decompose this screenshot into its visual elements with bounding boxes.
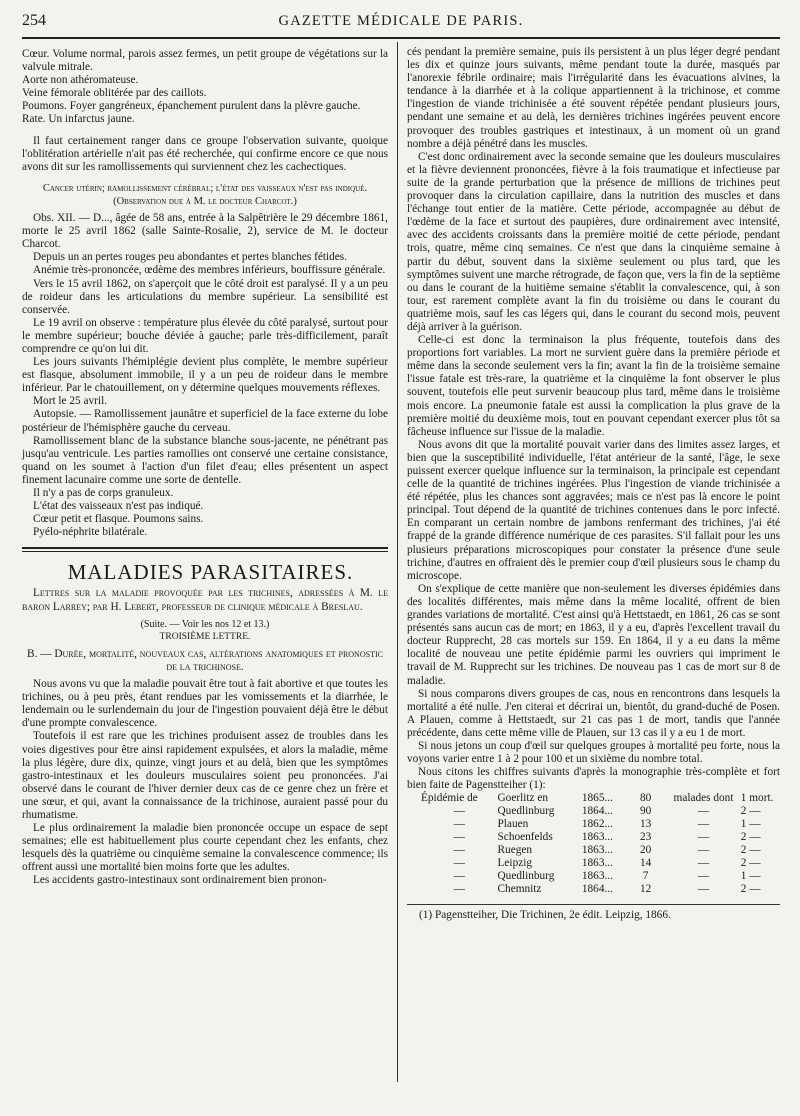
right-column	[407, 46, 780, 922]
table-row: Épidémie de Goerlitz en 1865... 80 malades dont 1 mort.	[421, 792, 774, 805]
paragraph: cés pendant la première semaine, puis ils persistent à un plus léger degré pendant les dix et quinze jours suivants, même pendant toute la durée, masqués par l'anorexie fébrile ordinaire; mais l'irrégularité dans les évacuations alvines, la tendance à la diarrhée et à la colique appartiennent à la trichinose, et comme l'ingestion de viande trichinisée a été souvent répétée pendant plusieurs jours, pendant une semaine et au delà, les dernières trichines ingérées peuvent encore provoquer des troubles gastriques et intestinaux, à un moment où un grand nombre a déjà pénétré dans les muscles.	[407, 46, 780, 150]
paragraph: Pyélo-néphrite bilatérale.	[33, 526, 148, 539]
paragraph: Les jours suivants l'hémiplégie devient plus complète, le membre supérieur est flasque, absolument immobile, il y a un peu de roideur dans le membre inférieur. Par le chatouillement, on y détermine quelques mouvements réflexes.	[22, 356, 388, 395]
section-rule	[22, 547, 388, 549]
paragraph: Mort le 25 avril.	[33, 395, 108, 408]
paragraph: Nous citons les chiffres suivants d'après la monographie très-complète et fort bien faite de Pagenstteiher (1):	[407, 766, 780, 792]
paragraph: Le 19 avril on observe : température plus élevée du côté paralysé, surtout pour le membre supérieur; bouche déviée à gauche; parle très-difficilement, paraît comprendre ce qu'on lui dit.	[22, 316, 388, 355]
paragraph: Si nous jetons un coup d'œil sur quelques groupes à mortalité peu forte, nous la voyons varier entre 1 à 2 pour 100 et un sixième du nombre total.	[407, 739, 780, 766]
paragraph: Celle-ci est donc la terminaison la plus fréquente, toutefois dans des proportions fort variables. La mort ne survient guère dans la première période et même dans la seconde seulement vers la fin; avant la fin de la troisième semaine l'issue fatale est très-rare, la quatrième et la cinquième la font observer le plus souvent, toutefois elle peut survenir beaucoup plus tard, même dans le troisième mois encore. La pneumonie fatale est aussi la complication la plus grave de la première moitié du deuxième mois, tout en pouvant cependant exercer plus tôt sa fâcheuse influence sur l'issue de la maladie.	[407, 334, 780, 438]
case-title: Cancer utérin; ramollissement cérébral; l'état des vaisseaux n'est pas indiqué. (Observation due à M. le docteur Charcot.)	[42, 182, 368, 207]
table-row: — Quedlinburg 1863... 7 — 1 —	[453, 870, 761, 883]
section-title: MALADIES PARASITAIRES.	[67, 560, 354, 585]
paragraph: Les accidents gastro-intestinaux sont ordinairement bien pronon-	[33, 874, 327, 887]
letter-number: TROISIÈME LETTRE.	[159, 631, 251, 642]
subheading: B. — Durée, mortalité, nouveaux cas, altérations anatomiques et pronostic de la trichinose.	[27, 647, 383, 673]
table-row: — Schoenfelds 1863... 23 — 2 —	[453, 831, 761, 844]
column-divider	[397, 42, 398, 1082]
table-row: — Ruegen 1863... 20 — 2 —	[453, 844, 761, 857]
paragraph: Il n'y a pas de corps granuleux.	[33, 487, 174, 499]
paragraph: C'est donc ordinairement avec la seconde semaine que les douleurs musculaires et la fièvre deviennent prononcées, fièvre à la fois traumatique et infectieuse par suite de la grande perturbation que la présence de millions de trichines peut provoquer dans la circulation capillaire, dans la nutrition des muscles et dans l'échange tout entier de la matière. Cette période, accompagnée au début de l'œdème de la face et surtout des paupières, dure ordinairement avec intensité, avec des accidents croissants dans la première moitié de cette période, pendant trois, quatre, même cinq semaines. Ce n'est que dans la cinquième semaine à partir du début, souvent dans la sixième seulement ou plus tard, que les symptômes suivent une marche rétrograde, de façon que, vers la fin de la septième ou dans le courant de la huitième semaine s'établit la convalescence, qui, à son tour, est rarement complète avant la fin du troisième ou dans le courant du quatrième mois, sauf les cas légers qui, dans le courant du second mois, peuvent déjà arriver à la guérison.	[407, 150, 780, 333]
page-number: 254	[22, 12, 46, 29]
letters-title: Lettres sur la maladie provoquée par les trichines, adressées à M. le baron Larrey; par H. Lebert, professeur de clinique médicale à Breslau.	[22, 587, 388, 613]
paragraph: Poumons. Foyer gangréneux, épanchement purulent dans la plèvre gauche.	[22, 100, 361, 113]
header-rule	[22, 37, 780, 39]
paragraph: Cœur petit et flasque. Poumons sains.	[33, 513, 204, 526]
paragraph: Obs. XII. — D..., âgée de 58 ans, entrée à la Salpêtrière le 29 décembre 1861, morte le 25 avril 1862 (salle Sainte-Rosalie, 2), service de M. le docteur Charcot.	[22, 212, 388, 251]
paragraph: Cœur. Volume normal, parois assez fermes, un petit groupe de végétations sur la valvule mitrale.	[22, 48, 388, 74]
left-column	[22, 48, 388, 888]
paragraph: Nous avons vu que la maladie pouvait être tout à fait abortive et que toutes les trichines, ou à peu près, étant rendues par les vomissements et la diarrhée, le lendemain ou le surlendemain du jour de l'ingestion pouvaient déjà être le début d'une prompte convalescence.	[22, 678, 388, 730]
footnote: (1) Pagenstteiher, Die Trichinen, 2e édit. Leipzig, 1866.	[407, 904, 780, 922]
paragraph: Veine fémorale oblitérée par des caillots.	[22, 87, 207, 100]
paragraph: Toutefois il est rare que les trichines produisent assez de troubles dans les voies digestives pour être ainsi rapidement expulsées, et alors la maladie, même la plus légère, dure dix, quinze, vingt jours et au delà, bien que les symptômes gastro-intestinaux et les douleurs musculaires soient peu prononcées. J'ai observé dans le courant de l'hiver dernier deux cas de ce genre chez un frère et une sœur, et qui, avant la connaissance de la trichinose, auraient passé pour du rhumatisme.	[22, 730, 388, 821]
paragraph: Rate. Un infarctus jaune.	[22, 113, 135, 126]
paragraph: Ramollissement blanc de la substance blanche sous-jacente, ne pénétrant pas jusqu'au ventricule. Les parties ramollies ont conservé une certaine consistance, quand on les soumet à l'action d'un filet d'eau; elles présentent un aspect finement lacunaire comme une sorte de dentelle.	[22, 434, 388, 486]
table-row: — Leipzig 1863... 14 — 2 —	[453, 857, 761, 870]
continuation-note: (Suite. — Voir les nos 12 et 13.)	[140, 618, 270, 630]
page-header	[22, 12, 780, 34]
paragraph: Autopsie. — Ramollissement jaunâtre et superficiel de la face externe du lobe postérieur de l'hémisphère gauche du cerveau.	[22, 408, 388, 434]
paragraph: Aorte non athéromateuse.	[22, 74, 139, 87]
table-row: — Quedlinburg 1864... 90 — 2 —	[453, 805, 761, 818]
mortality-table	[421, 792, 780, 896]
paragraph: Le plus ordinairement la maladie bien prononcée occupe un espace de sept semaines; elle est habituellement plus courte cependant chez les enfants, chez lesquels dès la quatrième ou cinquième semaine la convalescence commence; ils offrent aussi une mortalité bien moins forte que les adultes.	[22, 822, 388, 874]
running-title: GAZETTE MÉDICALE DE PARIS.	[278, 13, 524, 29]
paragraph: On s'explique de cette manière que non-seulement les diverses épidémies dans des localités différentes, mais même dans la même localité, offrent de bien grandes variations de mortalité. C'est ainsi qu'à Hettstaedt, en 1861, 26 cas se sont présentés sans aucun cas de mort; en 1863, il y a eu, d'après l'excellent travail du docteur Rupprecht, 28 cas mortels sur 159. En 1864, il y a eu dans la même localité de nouveau une petite épidémie parmi les ouvriers qui impriment le travail de M. Rupprecht sur les trichines. De nouveau pas 1 cas de mort sur 8 de maladie.	[407, 582, 780, 687]
paragraph: Anémie très-prononcée, œdème des membres inférieurs, bouffissure générale.	[33, 264, 386, 277]
paragraph: Depuis un an pertes rouges peu abondantes et pertes blanches fétides.	[33, 251, 348, 264]
table-row: — Chemnitz 1864... 12 — 2 —	[453, 883, 761, 896]
paragraph: Il faut certainement ranger dans ce groupe l'observation suivante, quoique l'oblitération artérielle n'ait pas été recherchée, qui confirme encore ce que nous avons dit sur les ramollissements qui surviennent chez les cachectiques.	[22, 134, 388, 173]
paragraph: Nous avons dit que la mortalité pouvait varier dans des limites assez larges, et bien que la susceptibilité individuelle, l'état antérieur de la santé, l'âge, le sexe puissent exercer quelque influence sur la terminaison, la principale est cependant celle de la quantité de trichines ingérées. Plus l'ingestion de viande trichinisée a été répétée, plus les chances sont aggravées; mais ce n'est pas là encore le point principal. Tout dépend de la quantité de trichines contenues dans le porc infecté. En comparant un certain nombre de jambons renfermant des trichines, j'ai été frappé de la grande différence numérique de ces parasites. S'il fallait pour les uns plusieurs préparations microscopiques pour constater la présence d'une seule trichine, d'autres en offraient dès le premier coup d'œil plusieurs sous le champ du microscope.	[407, 438, 780, 582]
paragraph: Vers le 15 avril 1862, on s'aperçoit que le côté droit est paralysé. Il y a un peu de roideur dans les articulations du membre supérieur. La sensibilité est conservée.	[22, 277, 388, 316]
table-row: — Plauen 1862... 13 — 1 —	[453, 818, 761, 831]
paragraph: L'état des vaisseaux n'est pas indiqué.	[33, 500, 204, 513]
paragraph: Si nous comparons divers groupes de cas, nous en rencontrons dans lesquels la mortalité a été nulle. J'en citerai et décrirai un, bientôt, du grand-duché de Posen. A Plauen, comme à Hettstaedt, sur 21 cas pas 1 de mort, tandis que l'année précédente, dans cette même ville de Plauen, sur 13 cas il y a eu 1 de mort.	[407, 687, 780, 739]
